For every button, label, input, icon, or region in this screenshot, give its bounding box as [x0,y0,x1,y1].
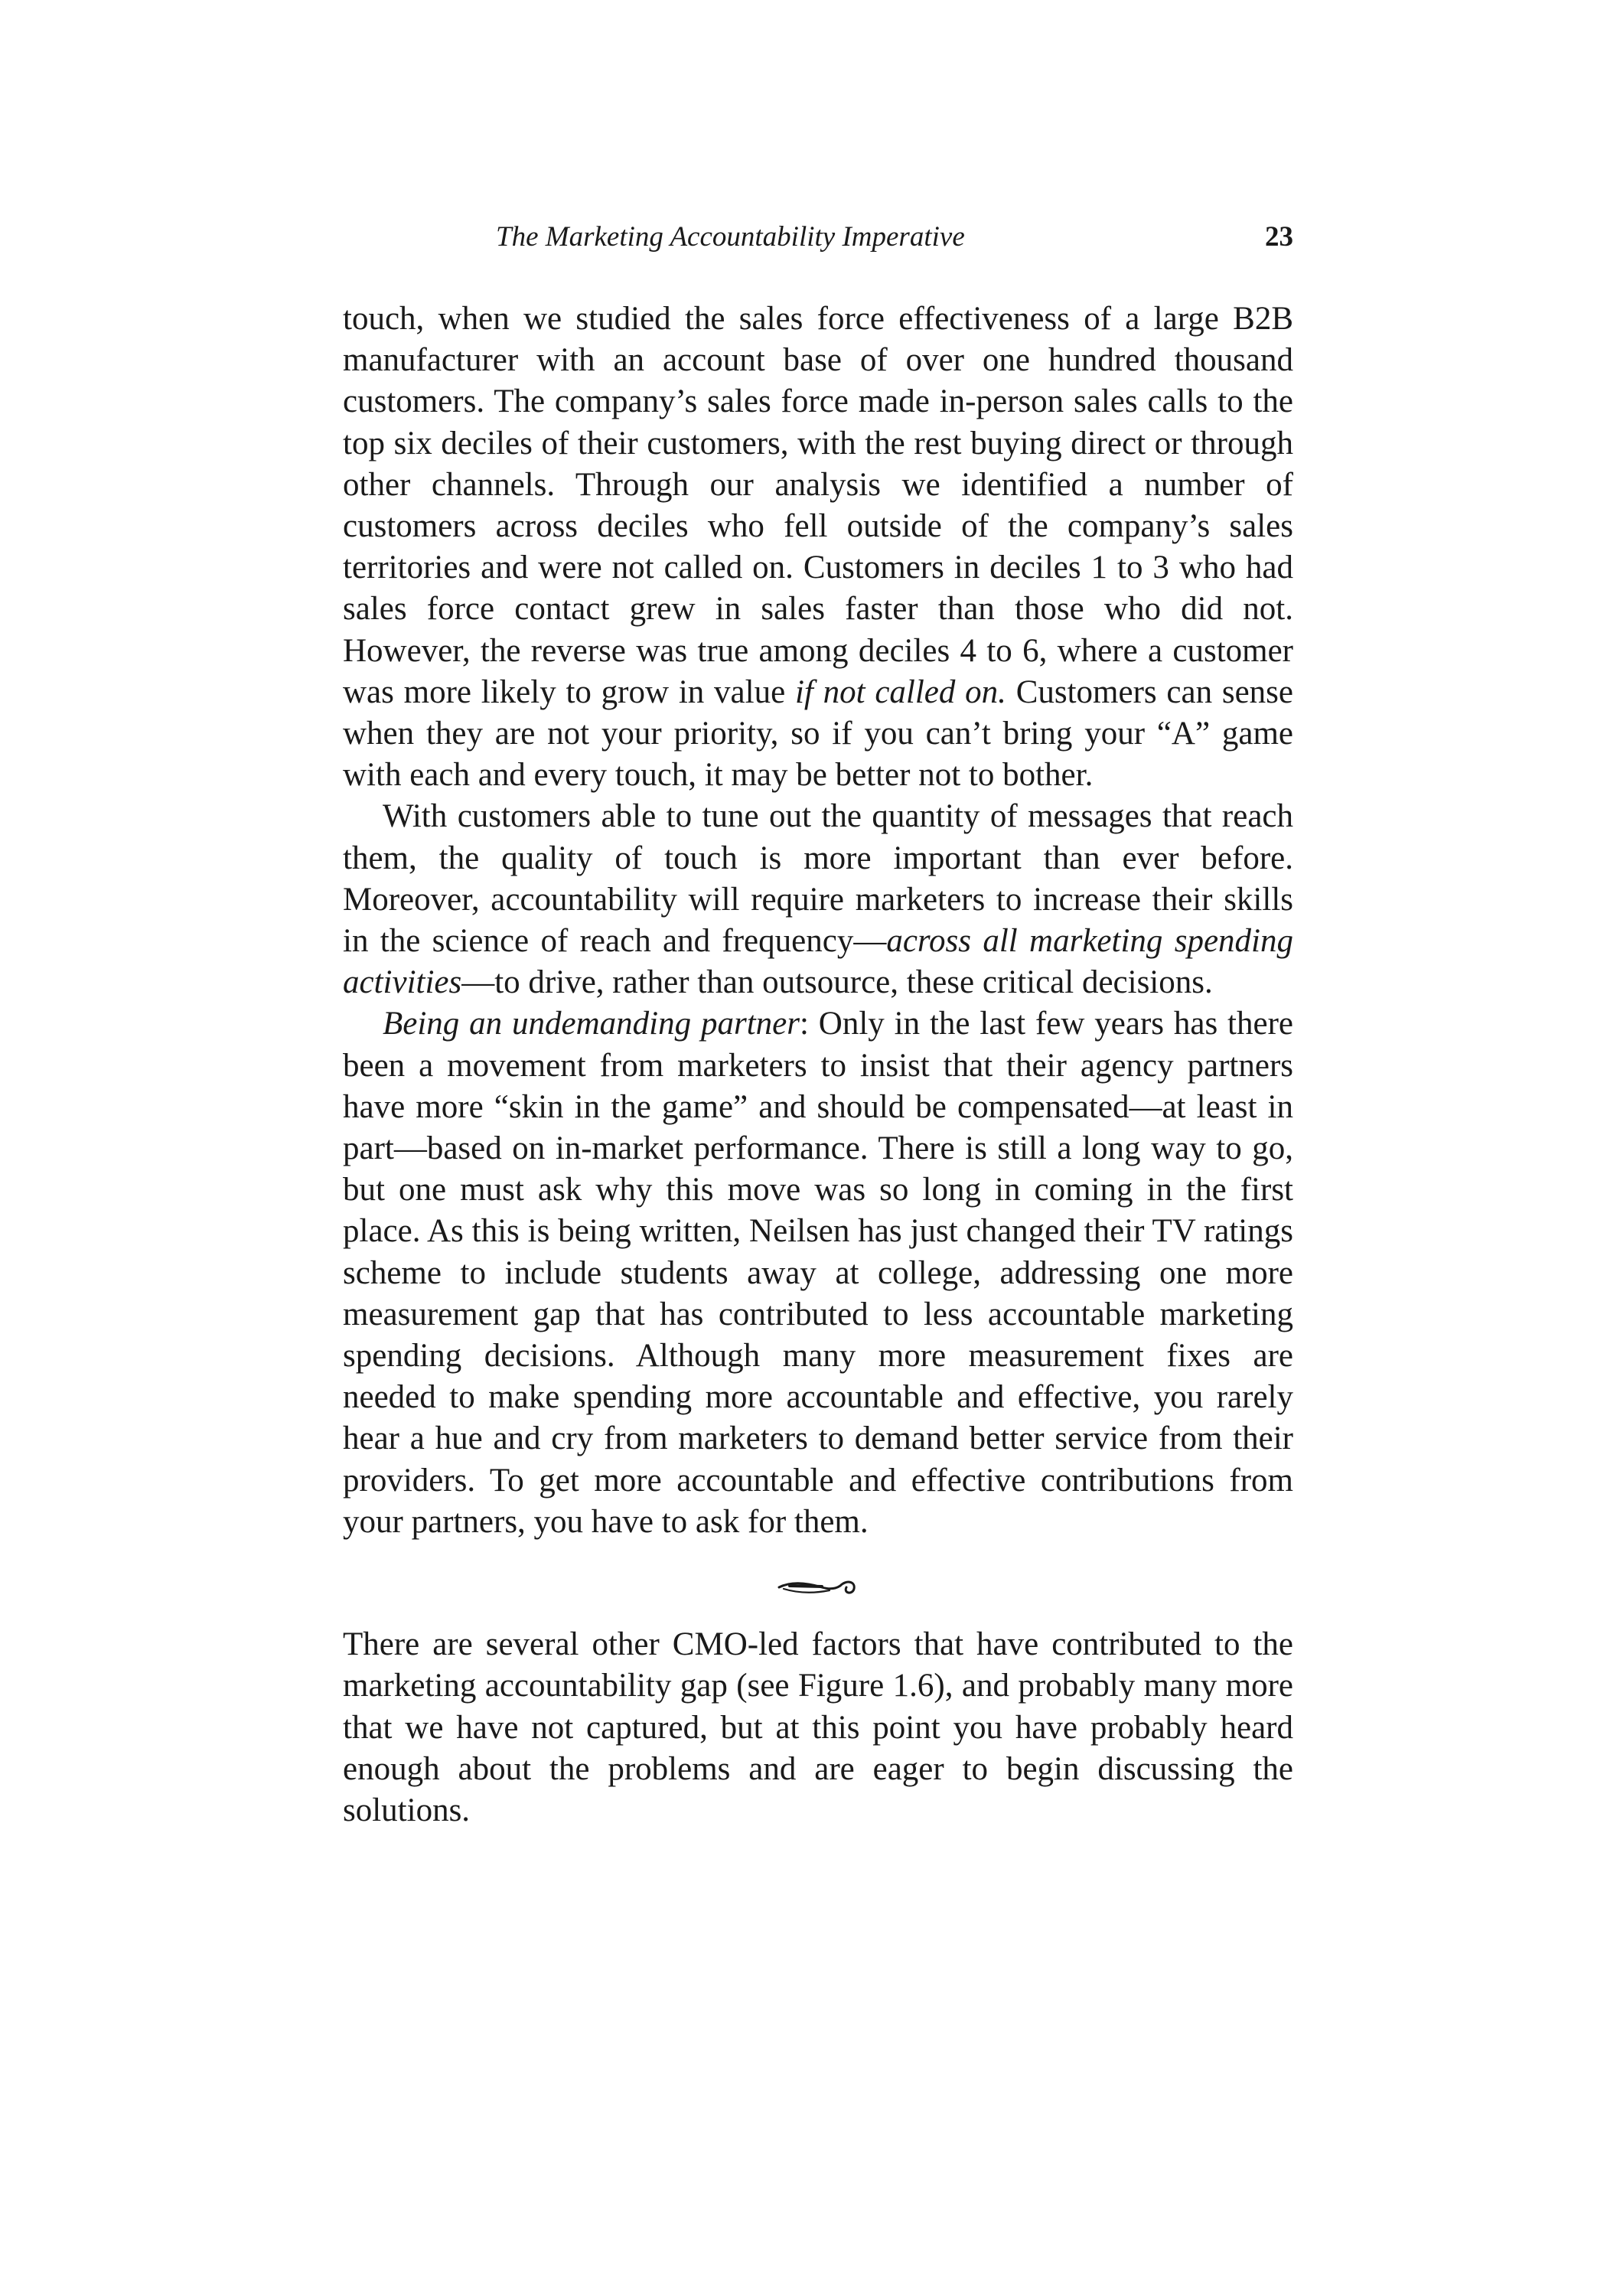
page-number: 23 [1265,221,1293,253]
paragraph-2-emphasis: across all marketing spending activities [343,923,1293,1001]
paragraph-2-text-b: —to drive, rather than outsource, these critical decisions. [461,964,1213,1001]
body-text [343,298,1293,1831]
paragraph-1-text-b: Customers can sense when they are not your priority, so if you can’t bring your “A” game with each and every touch, it may be better not to bother. [343,673,1293,794]
paragraph-1 [343,298,1293,796]
paragraph-1-emphasis: if not called on. [794,673,1006,710]
running-head [343,220,1293,266]
paragraph-3 [343,1003,1293,1543]
paragraph-1-text-a: touch, when we studied the sales force effectiveness of a large B2B manufacturer with an account base of over one hundred thousand customers. The company’s sales force made in-person sales calls to the top six deciles of their customers, with the rest buying direct or through other channels. Through our analysis we identified a number of customers across deciles who fell outside of the company’s sales territories and were not called on. Customers in deciles 1 to 3 who had sales force contact grew in sales faster than those who did not. However, the reverse was true among deciles 4 to 6, where a customer was more likely to grow in value [343,301,1293,710]
running-title: The Marketing Accountability Imperative [496,221,965,253]
paragraph-4 [343,1624,1293,1831]
paragraph-4-text-a: There are several other CMO-led factors that have contributed to the marketing accountability gap (see Figure 1.6), and probably many more that we have not captured, but at this point you have probably heard enough about the problems and are eager to begin discussing the solutions. [343,1626,1293,1828]
paragraph-3-emphasis: Being an undemanding partner [383,1006,800,1042]
paragraph-2-text-a: With customers able to tune out the quantity of messages that reach them, the quality of touch is more important than ever before. Moreover, accountability will require marketers to increase their skills in the science of reach and frequency— [343,798,1293,960]
section-break-flourish-icon [776,1570,860,1601]
paragraph-3-text-a: : Only in the last few years has there been a movement from marketers to insist that their agency partners have more “skin in the game” and should be compensated—at least in part—based on in-market performance. There is still a long way to go, but one must ask why this move was so long in coming in the first place. As this is being written, Neilsen has just changed their TV ratings scheme to include students away at college, addressing one more measurement gap that has contributed to less accountable marketing spending decisions. Although many more measurement fixes are needed to make spending more accountable and effective, you rarely hear a hue and cry from marketers to demand better service from their providers. To get more accountable and effective contributions from your partners, you have to ask for them. [343,1006,1293,1540]
paragraph-2 [343,796,1293,1003]
